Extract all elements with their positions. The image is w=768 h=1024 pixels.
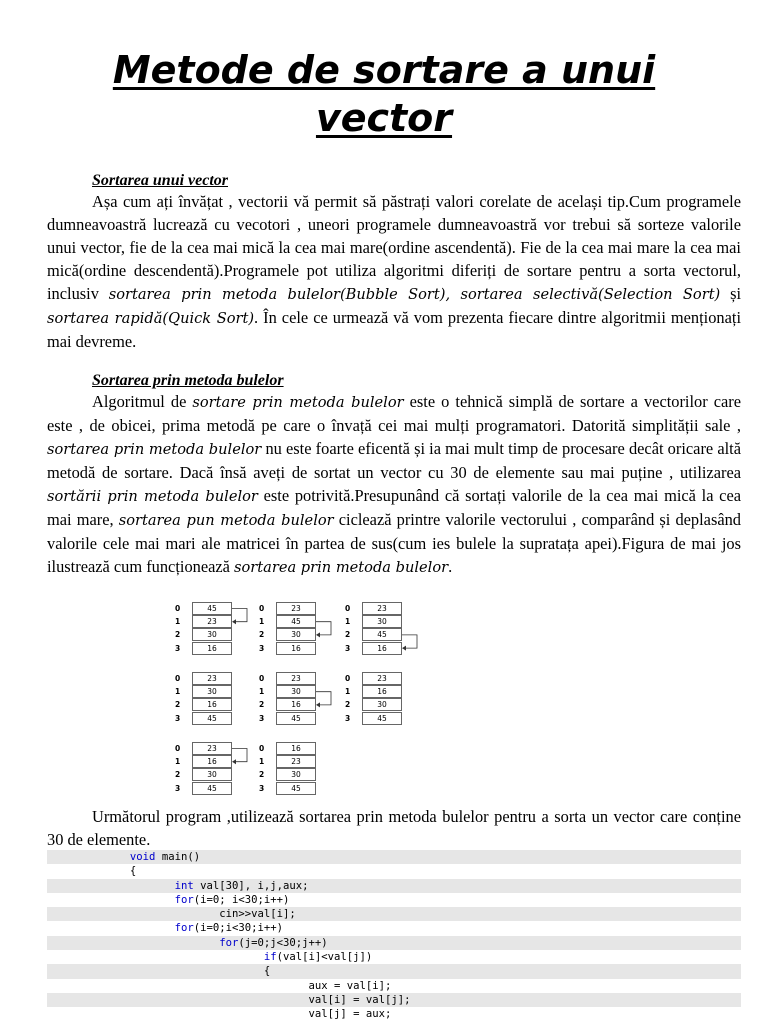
array-index: 0 xyxy=(175,674,181,683)
array-cell: 30 xyxy=(276,685,316,698)
code-line xyxy=(47,979,741,993)
code-line xyxy=(47,907,741,921)
code-line xyxy=(47,879,741,893)
array-cell: 45 xyxy=(276,712,316,725)
array-index: 1 xyxy=(175,757,181,767)
array-cell: 23 xyxy=(362,602,402,615)
intro-text-run: Așa cum ați învățat , vectorii vă permit să păstrați valori corelate de același tip.Cum programele dumneavoastră lucrează cu vecotori , uneori programele dumneavoastră vor trebui să sorteze valorile unui vector, fie de la cea mai mică la cea mai mare(ordine ascendentă). Fie de la cea mai mare la cea mai mică(ordine descendentă).Programele pot utiliza algoritmi diferiți de sortare pentru a sorta vectorul, inclusiv xyxy=(47,192,741,303)
bubble-text-run: ciclează printre valorile vectorului , comparând și deplasând valorile cele mai mari ale matricei în partea de sus(cum ies bulele la supratața apei).Figura de mai jos ilustrează cum funcționează xyxy=(47,510,741,576)
code-line xyxy=(47,1007,741,1021)
array-cell: 45 xyxy=(362,712,402,725)
array-index: 0 xyxy=(175,744,181,753)
code-line xyxy=(47,850,741,864)
code-text: (i=0; i<30;i++) xyxy=(193,893,290,906)
array-index: 2 xyxy=(175,700,181,710)
bubble-italic-term: sortarea prin metoda bulelor xyxy=(234,559,449,576)
array-index: 2 xyxy=(345,630,351,640)
array-index: 2 xyxy=(175,630,181,640)
code-indent xyxy=(47,880,175,892)
array-cell: 30 xyxy=(362,698,402,711)
array-index: 0 xyxy=(259,674,265,683)
code-text: val[30], i,j,aux; xyxy=(193,879,309,892)
code-text: val[i] = val[j]; xyxy=(308,993,411,1006)
array-cell: 45 xyxy=(276,615,316,628)
sort-step-7 xyxy=(175,742,245,802)
code-keyword: void xyxy=(129,851,156,863)
array-cell: 23 xyxy=(362,672,402,685)
array-index: 1 xyxy=(259,757,265,767)
code-line xyxy=(47,864,741,878)
code-indent xyxy=(47,865,130,877)
array-index: 3 xyxy=(259,783,265,793)
array-cell: 30 xyxy=(276,628,316,641)
array-cell: 23 xyxy=(192,742,232,755)
array-cell: 16 xyxy=(192,755,232,768)
code-indent xyxy=(47,951,264,963)
code-indent xyxy=(47,851,130,863)
code-text: (val[i]<val[j]) xyxy=(276,951,373,964)
paragraph-program-intro-text: Următorul program ,utilizează sortarea prin metoda bulelor pentru a sorta un vector care conține 30 de elemente. xyxy=(47,807,741,849)
code-text: { xyxy=(263,965,271,978)
paragraph-bubble-sort xyxy=(47,390,741,579)
array-cell: 16 xyxy=(276,698,316,711)
array-cell: 16 xyxy=(276,642,316,655)
code-line xyxy=(47,950,741,964)
array-cell: 16 xyxy=(362,642,402,655)
swap-arrow-line xyxy=(232,749,247,762)
array-index: 1 xyxy=(259,687,265,697)
array-index: 3 xyxy=(175,643,181,653)
paragraph-intro-text xyxy=(47,190,741,353)
array-index: 3 xyxy=(345,643,351,653)
bubble-italic-term: sortarea pun metoda bulelor xyxy=(118,512,334,529)
code-indent xyxy=(47,908,219,920)
code-indent xyxy=(47,980,309,992)
code-block xyxy=(47,850,741,1022)
swap-arrow-icon xyxy=(259,672,339,732)
array-cell: 23 xyxy=(192,615,232,628)
array-index: 2 xyxy=(345,700,351,710)
code-keyword: for xyxy=(174,922,194,935)
array-index: 0 xyxy=(259,744,265,753)
bubble-text-run: este potrivită.Presupunând că sortați valorile de la cea mai mică la cea mai mare, xyxy=(47,486,742,529)
bubble-text-run: Algoritmul de xyxy=(92,392,193,411)
code-indent xyxy=(47,1008,309,1020)
swap-arrow-icon xyxy=(175,602,255,662)
array-index: 2 xyxy=(175,770,181,780)
array-index: 3 xyxy=(175,783,181,793)
code-text: (i=0;i<30;i++) xyxy=(193,922,283,935)
array-cell: 23 xyxy=(276,602,316,615)
swap-arrow-line xyxy=(316,692,331,705)
bubble-italic-term: sortare prin metoda bulelor xyxy=(192,394,404,411)
array-index: 1 xyxy=(175,687,181,697)
swap-arrow-icon xyxy=(259,602,339,662)
intro-text-run: și xyxy=(720,284,742,303)
code-indent xyxy=(47,965,264,977)
bubble-text-run: este o tehnică simplă de sortare a vectorilor care este , de obicei, prima metodă pe care o învață cei mai mulți programatori. Datorită simplității sale , xyxy=(47,392,742,435)
code-text: (j=0;j<30;j++) xyxy=(238,936,328,949)
code-keyword: for xyxy=(174,893,194,906)
array-index: 1 xyxy=(175,617,181,627)
array-cell: 45 xyxy=(276,782,316,795)
array-index: 3 xyxy=(259,643,265,653)
array-cell: 16 xyxy=(276,742,316,755)
intro-italic-term: sortarea prin metoda bulelor(Bubble Sort), sortarea selectivă(Selection Sort) xyxy=(108,286,721,303)
array-index: 3 xyxy=(345,713,351,723)
array-index: 0 xyxy=(259,604,265,613)
swap-arrow-head xyxy=(316,702,320,707)
array-cell: 30 xyxy=(276,768,316,781)
code-text: { xyxy=(129,865,137,878)
paragraph-bubble-sort-text xyxy=(47,390,741,579)
array-cell: 30 xyxy=(362,615,402,628)
array-index: 1 xyxy=(345,687,351,697)
array-cell: 45 xyxy=(362,628,402,641)
array-index: 2 xyxy=(259,630,265,640)
title-line-2: vector xyxy=(315,96,453,140)
array-cell: 45 xyxy=(192,782,232,795)
bubble-italic-term: sortarea prin metoda bulelor xyxy=(47,441,262,458)
bubble-sort-figure xyxy=(175,602,415,796)
code-text: val[j] = aux; xyxy=(308,1008,392,1021)
sort-step-5 xyxy=(259,672,329,732)
array-cell: 16 xyxy=(192,642,232,655)
array-cell: 30 xyxy=(192,685,232,698)
sort-step-6 xyxy=(345,672,415,732)
array-cell: 23 xyxy=(276,755,316,768)
swap-arrow-head xyxy=(316,632,320,637)
code-line xyxy=(47,993,741,1007)
code-text: cin>>val[i]; xyxy=(219,908,296,921)
array-index: 0 xyxy=(175,604,181,613)
array-index: 0 xyxy=(345,604,351,613)
code-line xyxy=(47,921,741,935)
bubble-text-run: . xyxy=(448,557,453,576)
swap-arrow-head xyxy=(232,759,236,764)
document-title xyxy=(0,46,768,142)
code-text: aux = val[i]; xyxy=(308,979,392,992)
swap-arrow-icon xyxy=(175,742,255,802)
array-cell: 16 xyxy=(362,685,402,698)
array-index: 3 xyxy=(259,713,265,723)
section-heading-bubble-sort: Sortarea prin metoda bulelor xyxy=(92,372,284,389)
code-line xyxy=(47,893,741,907)
intro-text-run: . În cele ce urmează vă vom prezenta fiecare dintre algoritmii menționați mai devreme. xyxy=(47,308,741,351)
bubble-text-run: nu este foarte eficentă și ia mai mult timp de procesare decât oricare altă metodă de sortare. Dacă însă aveți de sortat un vector cu 30 de elemente sau mai puține , utilizarea xyxy=(47,439,741,482)
code-keyword: int xyxy=(174,879,194,892)
code-line xyxy=(47,936,741,950)
array-cell: 23 xyxy=(276,672,316,685)
code-indent xyxy=(47,994,309,1006)
array-cell: 30 xyxy=(192,628,232,641)
array-index: 2 xyxy=(259,700,265,710)
swap-arrow-head xyxy=(402,646,406,651)
bubble-italic-term: sortării prin metoda bulelor xyxy=(47,488,258,505)
sort-step-1 xyxy=(175,602,245,662)
code-line xyxy=(47,964,741,978)
array-cell: 16 xyxy=(192,698,232,711)
array-cell: 23 xyxy=(192,672,232,685)
paragraph-program-intro xyxy=(47,805,741,851)
sort-step-8 xyxy=(259,742,329,802)
intro-italic-term: sortarea rapidă(Quick Sort) xyxy=(47,310,255,327)
title-line-1: Metode de sortare a unui xyxy=(112,48,656,92)
section-heading-vector-sort: Sortarea unui vector xyxy=(92,172,229,189)
sort-step-2 xyxy=(259,602,329,662)
swap-arrow-line xyxy=(402,635,417,648)
swap-arrow-head xyxy=(232,619,236,624)
array-index: 1 xyxy=(259,617,265,627)
array-index: 1 xyxy=(345,617,351,627)
code-indent xyxy=(47,894,175,906)
array-index: 3 xyxy=(175,713,181,723)
array-index: 2 xyxy=(259,770,265,780)
array-cell: 30 xyxy=(192,768,232,781)
code-indent xyxy=(47,937,219,949)
sort-step-4 xyxy=(175,672,245,732)
array-index: 0 xyxy=(345,674,351,683)
swap-arrow-line xyxy=(232,609,247,622)
paragraph-intro xyxy=(47,190,741,353)
array-cell: 45 xyxy=(192,712,232,725)
swap-arrow-line xyxy=(316,622,331,635)
code-indent xyxy=(47,922,175,934)
sort-step-3 xyxy=(345,602,415,662)
array-cell: 45 xyxy=(192,602,232,615)
code-text: main() xyxy=(155,851,201,863)
code-keyword: for xyxy=(219,936,239,949)
code-keyword: if xyxy=(263,951,277,964)
swap-arrow-icon xyxy=(345,602,425,662)
